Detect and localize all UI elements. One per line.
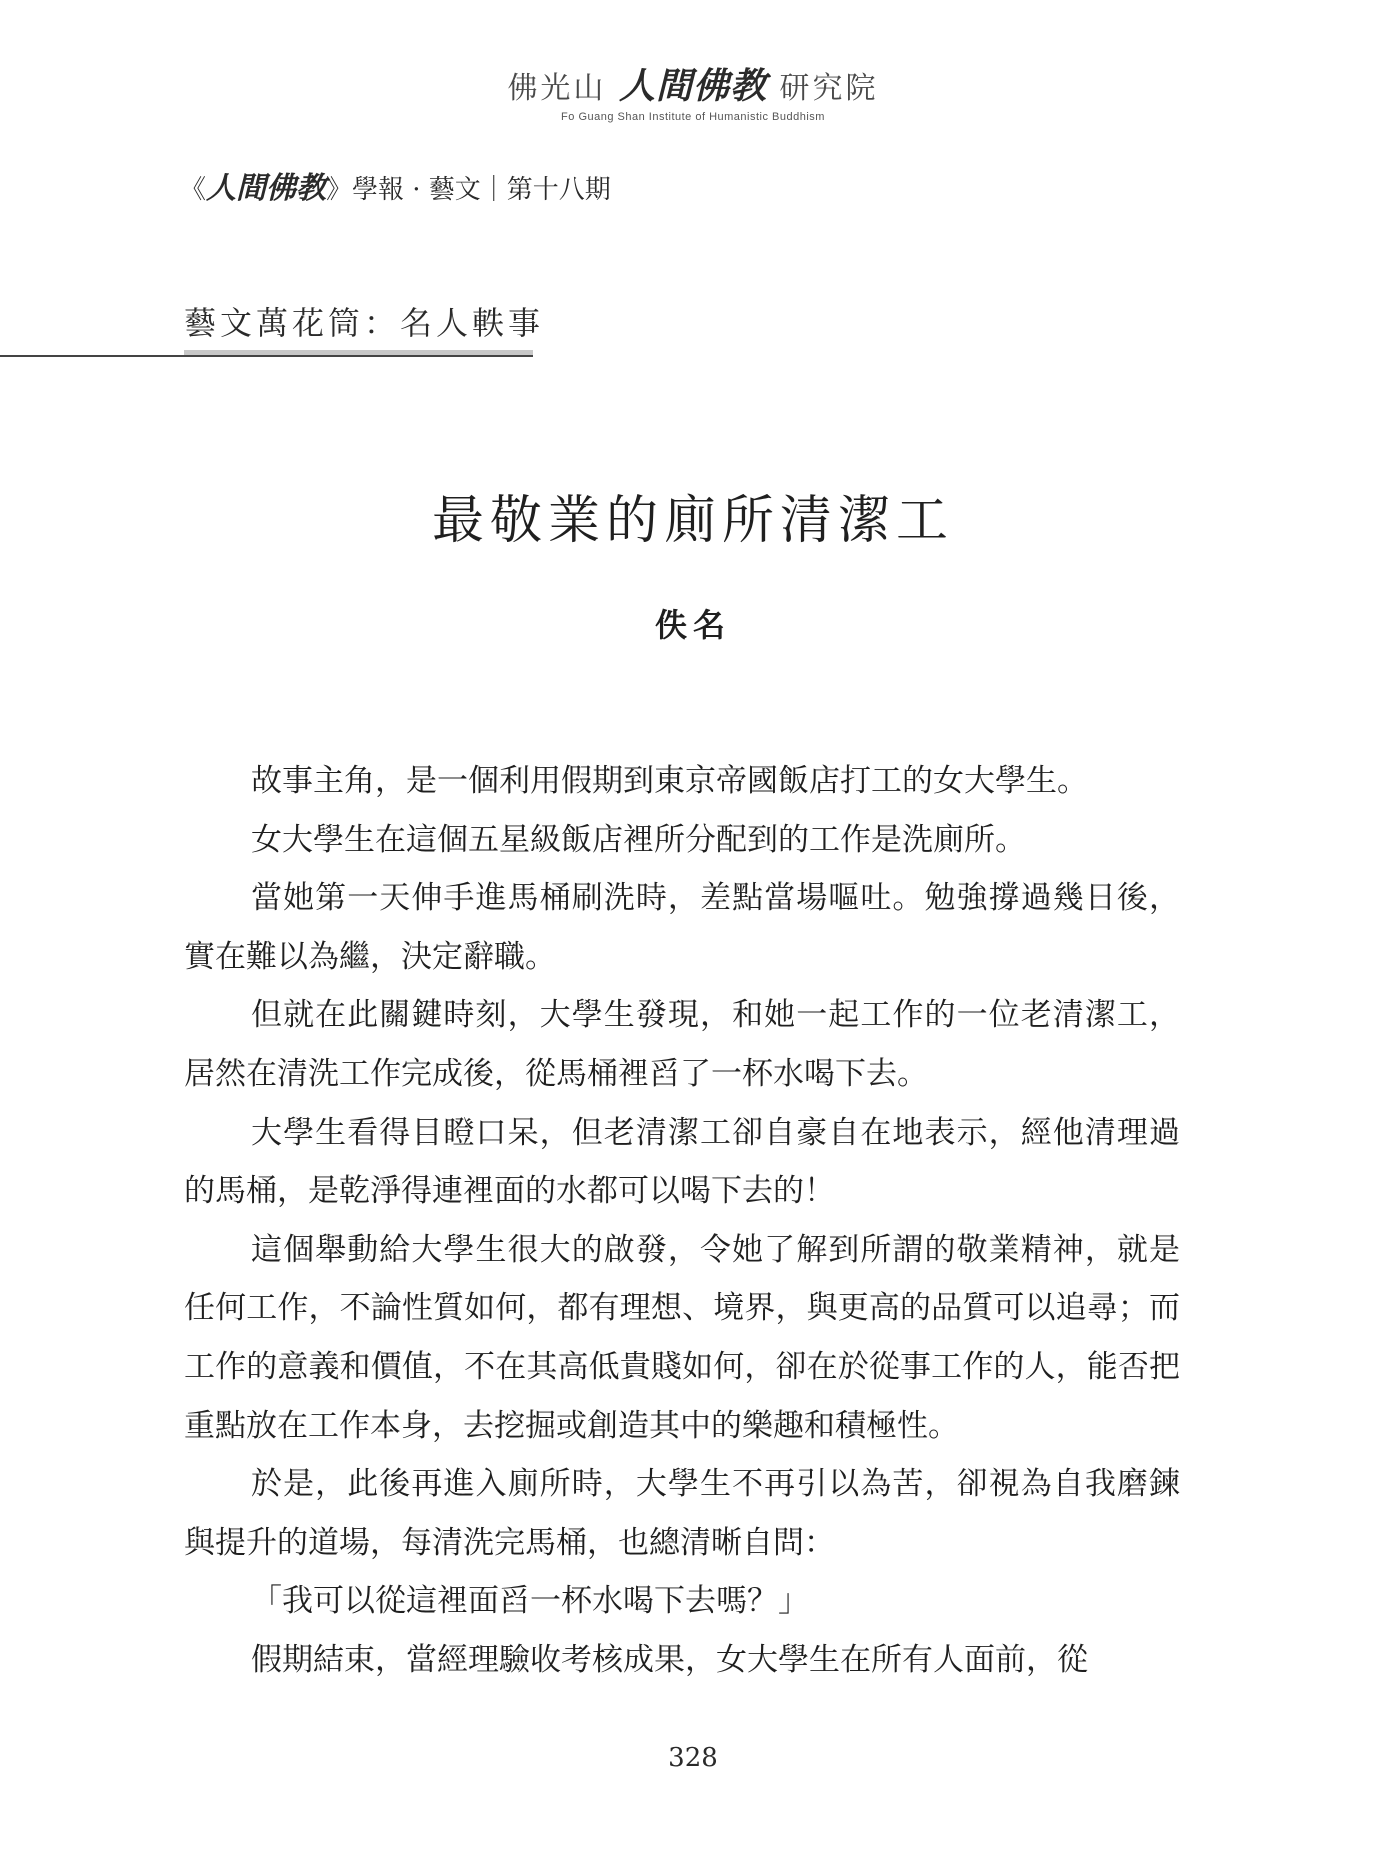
journal-open-quote: 《	[180, 175, 207, 205]
paragraph: 這個舉動給大學生很大的啟發，令她了解到所謂的敬業精神，就是任何工作，不論性質如何，都有理想、境界，與更高的品質可以追尋；而工作的意義和價值，不在其高低貴賤如何，卻在於從事工作的人，能否把重點放在工作本身，去挖掘或創造其中的樂趣和積極性。	[184, 1231, 1180, 1444]
institute-name-suffix: 研究院	[779, 71, 879, 106]
article-body	[184, 752, 1180, 1690]
paragraph: 當她第一天伸手進馬桶刷洗時，差點當場嘔吐。勉強撐過幾日後，實在難以為繼，決定辭職。	[184, 880, 1180, 975]
page-number: 328	[668, 1743, 718, 1773]
section-label: 藝文萬花筒：名人軼事	[184, 304, 545, 342]
journal-logo-script: 人間佛教	[206, 171, 327, 206]
institute-header	[0, 58, 1386, 123]
institute-english-name: Fo Guang Shan Institute of Humanistic Buddhism	[561, 111, 825, 123]
journal-running-head	[180, 163, 611, 207]
section-divider	[0, 355, 533, 357]
paragraph: 「我可以從這裡面舀一杯水喝下去嗎？」	[251, 1583, 809, 1620]
paragraph: 但就在此關鍵時刻，大學生發現，和她一起工作的一位老清潔工，居然在清洗工作完成後，從馬桶裡舀了一杯水喝下去。	[184, 997, 1180, 1092]
article-author: 佚名	[654, 606, 731, 644]
institute-name	[0, 58, 1386, 109]
institute-logo-script: 人間佛教	[618, 65, 767, 107]
paragraph: 女大學生在這個五星級飯店裡所分配到的工作是洗廁所。	[251, 821, 1026, 858]
paragraph: 大學生看得目瞪口呆，但老清潔工卻自豪自在地表示，經他清理過的馬桶，是乾淨得連裡面的水都可以喝下去的！	[184, 1114, 1180, 1210]
paragraph: 假期結束，當經理驗收考核成果，女大學生在所有人面前，從	[251, 1641, 1088, 1678]
paragraph: 於是，此後再進入廁所時，大學生不再引以為苦，卻視為自我磨鍊與提升的道場，每清洗完馬桶，也總清晰自問：	[184, 1466, 1180, 1561]
institute-name-prefix: 佛光山	[507, 71, 607, 106]
paragraph: 故事主角，是一個利用假期到東京帝國飯店打工的女大學生。	[251, 763, 1088, 799]
journal-issue-text: 》學報 · 藝文｜第十八期	[326, 175, 611, 205]
article-title: 最敬業的廁所清潔工	[431, 491, 954, 551]
